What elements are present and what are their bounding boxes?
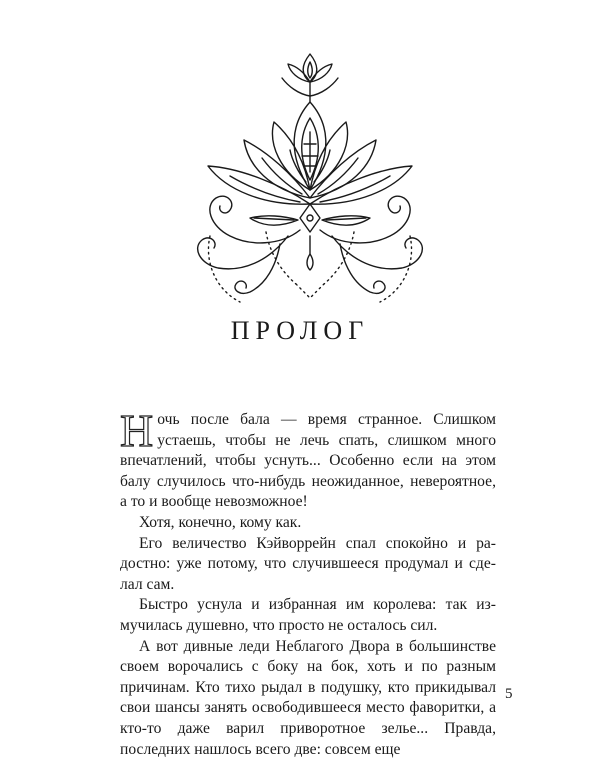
paragraph: Хотя, конечно, кому как. [139,513,302,531]
chapter-title: ПРОЛОГ [230,316,370,345]
page-number: 5 [505,686,513,702]
drop-cap: Н [120,405,154,456]
lotus-ornament-icon [170,40,450,310]
paragraph: Быстро уснула и избранная им королева: так измучилась душевно, что просто не осталось сил. [120,596,496,634]
paragraph: А вот дивные леди Неблагого Двора в большинстве своем ворочались с боку на бок, хоть и по разным причинам. Кто тихо рыдал в подушку, кто прикидывал свои шансы занять освободившееся место фаворитки, а кто-то даже варил приворотное зелье... Правда, последних нашлось всего две: совсем еще [120,637,496,758]
paragraph: Его величество Кэйворрейн спал спокойно и радостно: уже потому, что случившееся продумал и сделал сам. [120,534,496,593]
chapter-text [120,405,496,760]
paragraph-text: очь после бала — время странное. Слишком устаешь, чтобы не лечь спать, слишком много впечатлений, чтобы уснуть... Особенно если на этом балу случилось что-нибудь неожиданное, невероятное, а то и вообще невозможное! [120,411,496,511]
paragraph [120,405,496,513]
